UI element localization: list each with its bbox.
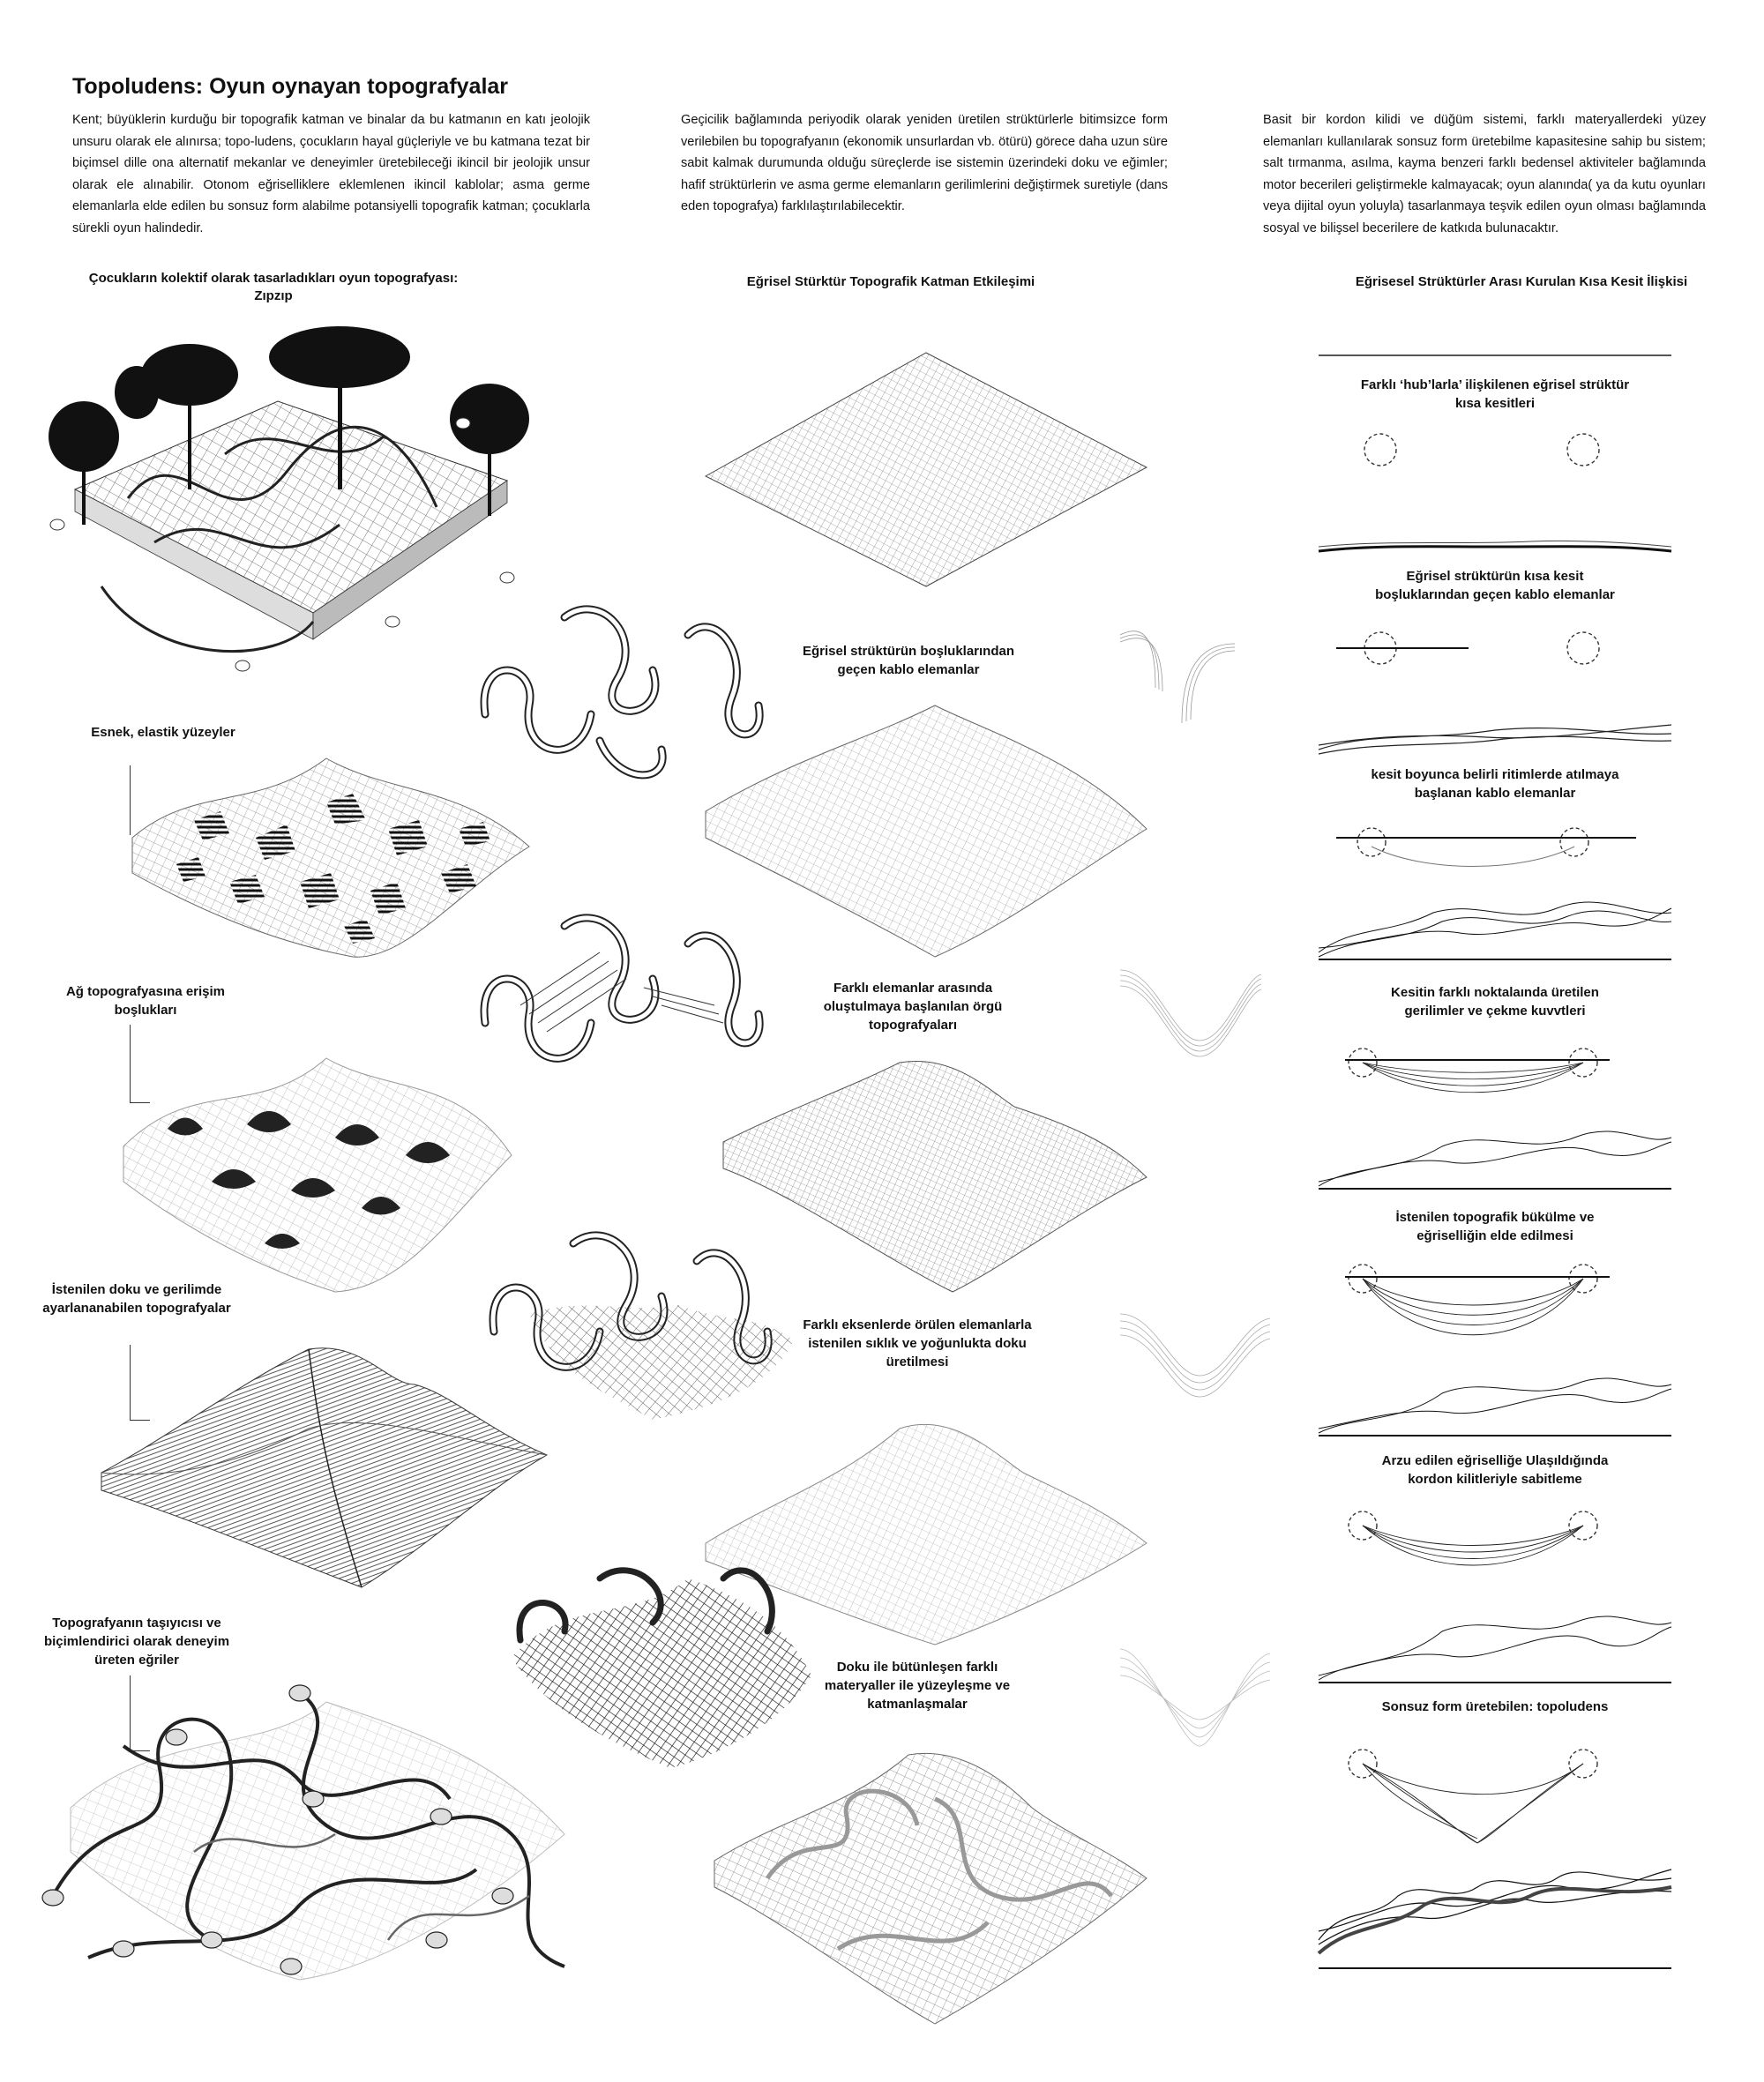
label-elastic-surfaces: Esnek, elastik yüzeyler [91,725,235,740]
curved-structure-3 [476,1217,811,1429]
intro-paragraph-1: Kent; büyüklerin kurduğu bir topografik katman ve binalar da bu katmanın en katı jeolojik unsuru olarak ele alınırsa; topo-ludens, çocukların hayal güçleriyle ve bu katmana tezat bir biçimsel dille ona alternatif mekanlar ve deneyimler üretebileceği ikincil bir jeolojik unsur olarak ele alınabilir. Otonom eğriselliklere eklemlenen ikincil kablolar; asma germe elemanlarla elde edilen bu sonsuz form alabilme potansiyelli topografik katman; çocuklarla sürekli oyun halindedir. [72,113,590,235]
label-carrier-curves: Topografyanın taşıyıcısı ve biçimlendirici olarak deneyim üreten eğriler [43,1616,230,1668]
topoludens-section-diagram [1319,1746,1671,1971]
flat-grid-layer [706,353,1147,586]
label-rhythmic-cables: kesit boyunca belirli ritimlerde atılmaya başlanan kablo elemanlar [1371,767,1619,801]
label-adjustable-topographies: İstenilen doku ve gerilimde ayarlananabilen topografyalar [42,1282,231,1316]
label-knit-topographies: Farklı elemanlar arasında oluştulmaya başlanılan örgü topografyaları [823,981,1003,1033]
curved-structure-4 [494,1543,829,1772]
cable-gaps-diagram [1319,626,1671,758]
cable-drape-sketch-2 [1120,961,1261,1067]
cable-drape-sketch-3 [1120,1305,1270,1402]
label-tension-forces: Kesitin farklı noktalaında üretilen gerilimler ve çekme kuvvtleri [1391,985,1599,1019]
carrier-curves-diagram [35,1675,573,1984]
page-title: Topoludens: Oyun oynayan topografyalar [72,74,509,99]
label-woven-texture: Farklı eksenlerde örülen elemanlarla istenilen sıklık ve yoğunlukta doku üretilmesi [803,1317,1032,1369]
rhythmic-cables-diagram [1319,820,1671,961]
label-cable-gaps: Eğrisel strüktürün kısa kesit boşluklarından geçen kablo elemanlar [1375,569,1615,602]
access-gaps-diagram [115,1041,520,1296]
label-cord-locking: Arzu edilen eğriselliğe Ulaşıldığında kordon kilitleriyle sabitleme [1381,1453,1609,1487]
tension-forces-diagram [1319,1041,1671,1190]
middle-section-heading: Eğrisel Stürktür Topografik Katman Etkileşimi [746,274,1035,289]
left-section-heading: Çocukların kolektif olarak tasarladıkları oyun topografyası: Zıpzıp [88,271,459,303]
label-layering: Doku ile bütünleşen farklı materyaller ile yüzeyleşme ve katmanlaşmalar [824,1660,1011,1712]
label-hub-sections: Farklı ‘hub’larla’ ilişkilenen eğrisel strüktür kısa kesitleri [1360,377,1630,411]
desired-bending-diagram [1319,1261,1671,1437]
layered-surface-grid [714,1746,1147,2028]
label-desired-bending: İstenilen topografik bükülme ve eğriselliğin elde edilmesi [1395,1210,1595,1243]
label-access-gaps: Ağ topografyasına erişim boşlukları [65,984,226,1018]
right-section-heading: Eğrisesel Strüktürler Arası Kurulan Kısa Kesit İlişkisi [1355,274,1688,289]
intro-paragraph-3: Basit bir kordon kilidi ve düğüm sistemi, farklı materyallerdeki yüzey elemanları kullanılarak sonsuz form üretebilme kapasitesine sahip bu sistem; salt tırmanma, asılma, kayma benzeri farklı bedensel aktiviteler bağlamında motor becerileri geliştirmekle kalmayacak; oyun alanında( ya da kutu oyunları veya dijital oyun yoluyla) tasarlanmaya teşvik edilen oyun olması bağlamında sosyal ve bilişsel becerilere de katkıda bulunacaktır. [1263,113,1706,235]
top-section-line [1319,353,1671,358]
label-cable-elements: Eğrisel strüktürün boşluklarından geçen kablo elemanlar [802,644,1015,677]
cable-drape-sketch-1 [1120,626,1235,723]
hub-sections-diagram [1319,423,1671,556]
intro-paragraph-2: Geçicilik bağlamında periyodik olarak yeniden üretilen strüktürlerle bitimsizce form verilebilen bu topografyanın (ekonomik unsurlardan vb. ötürü) görece daha uzun süre sabit kalmak durumunda olduğu süreçlerde ise sistemin üzerindeki doku ve eğimler; hafif strüktürlerin ve asma germe elemanların gerilimlerini değiştirmek suretiyle (dans eden topografya) farklılaştırılabilecektir. [681,113,1168,213]
cable-drape-sketch-4 [1120,1640,1270,1755]
cord-locking-diagram [1319,1508,1671,1684]
label-topoludens: Sonsuz form üretebilen: topoludens [1381,1699,1609,1714]
